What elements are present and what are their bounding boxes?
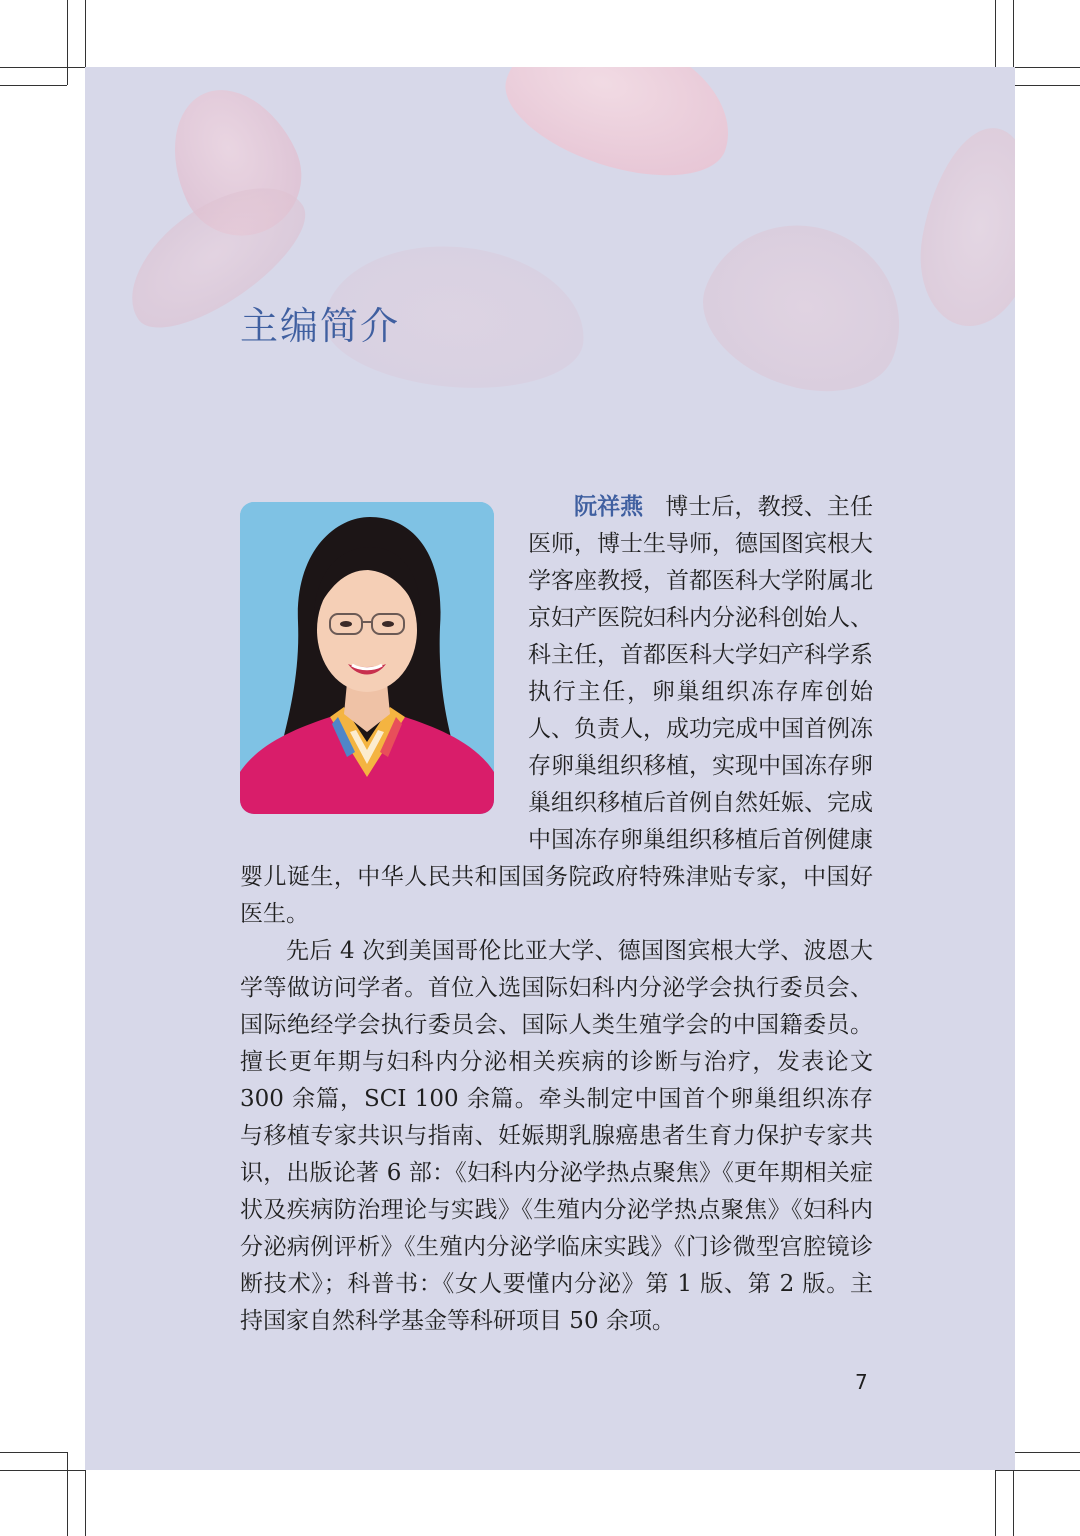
page-title: 主编简介: [240, 304, 401, 348]
crop-mark: [85, 1470, 86, 1536]
petal-decoration: [684, 198, 927, 417]
crop-mark: [995, 0, 996, 67]
book-page: [85, 67, 1015, 1470]
crop-mark: [995, 1470, 996, 1536]
crop-mark: [995, 1470, 1080, 1471]
crop-mark: [85, 0, 86, 67]
crop-mark: [0, 67, 85, 68]
photo-wrap-spacer: [240, 489, 528, 859]
page-number: 7: [855, 1370, 868, 1394]
crop-mark: [0, 1452, 67, 1453]
crop-mark: [67, 1452, 68, 1536]
crop-mark: [0, 85, 67, 86]
crop-mark: [1013, 85, 1080, 86]
biography-paragraph-1-text: 博士后，教授、主任医师，博士生导师，德国图宾根大学客座教授，首都医科大学附属北京妇产医院妇科内分泌科创始人、科主任，首都医科大学妇产科学系执行主任，卵巢组织冻存库创始人、负责人，成功完成中国首例冻存卵巢组织移植，实现中国冻存卵巢组织移植后首例自然妊娠、完成中国冻存卵巢组织移植后首例健康婴儿诞生，中华人民共和国国务院政府特殊津贴专家，中国好医生。: [240, 494, 874, 927]
biography-paragraph-2: 先后 4 次到美国哥伦比亚大学、德国图宾根大学、波恩大学等做访问学者。首位入选国际妇科内分泌学会执行委员会、国际绝经学会执行委员会、国际人类生殖学会的中国籍委员。擅长更年期与妇科内分泌相关疾病的诊断与治疗，发表论文 300 余篇，SCI 100 余篇。牵头制定中国首个卵巢组织冻存与移植专家共识与指南、妊娠期乳腺癌患者生育力保护专家共识，出版论著 6 部：《妇科内分泌学热点聚焦》《更年期相关症状及疾病防治理论与实践》《生殖内分泌学热点聚焦》《妇科内分泌病例评析》《生殖内分泌学临床实践》《门诊微型宫腔镜诊断技术》；科普书：《女人要懂内分泌》第 1 版、第 2 版。主持国家自然科学基金等科研项目 50 余项。: [240, 938, 873, 1334]
author-name: 阮祥燕: [574, 494, 644, 520]
petal-decoration: [491, 67, 750, 199]
crop-mark: [67, 0, 68, 85]
crop-mark: [1013, 1452, 1080, 1453]
biography-text: [240, 489, 873, 1340]
petal-decoration: [908, 119, 1015, 335]
crop-mark: [0, 1470, 85, 1471]
